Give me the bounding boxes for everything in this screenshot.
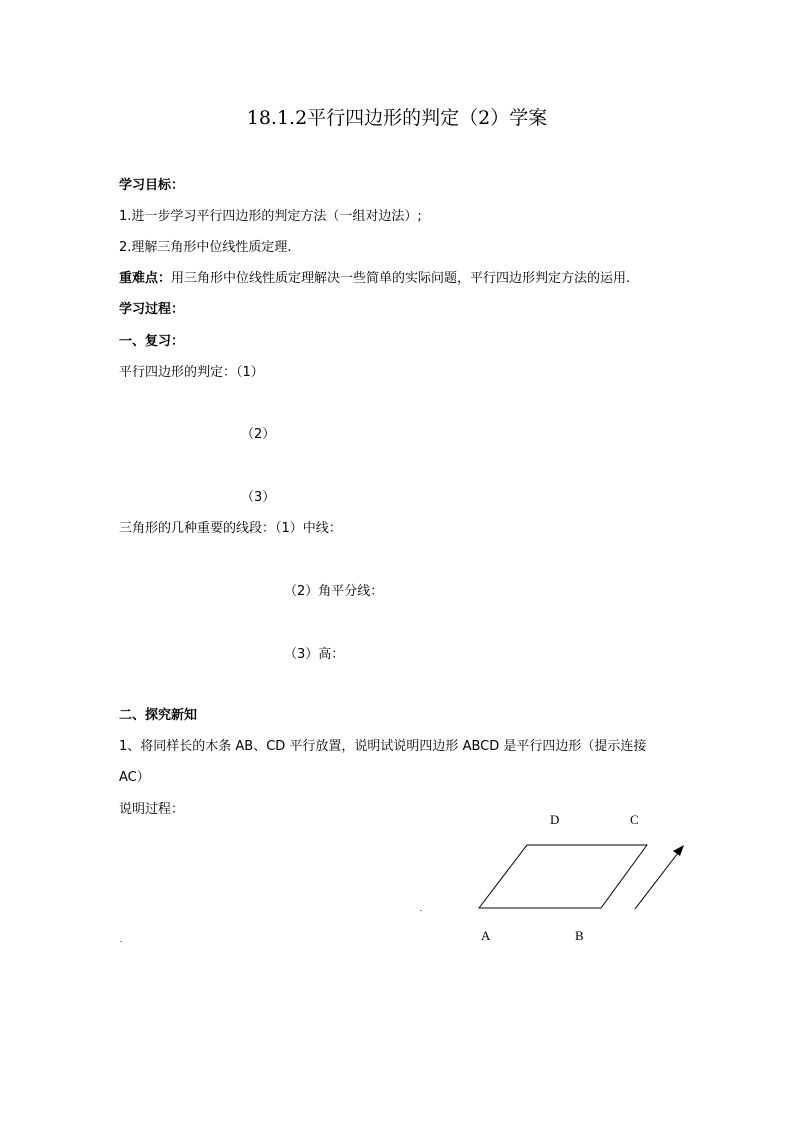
problem-line-2: AC） [119,770,150,785]
direction-arrow-head [673,845,684,856]
difficulty-text: 用三角形中位线性质定理解决一些简单的实际问题，平行四边形判定方法的运用. [171,271,631,286]
review-heading: 一、复习： [119,334,185,349]
vertex-label-b: B [575,928,584,943]
explore-heading: 二、探究新知 [119,708,198,723]
segments-item-2: （2）角平分线： [284,584,384,599]
parallelogram-figure [470,836,690,916]
parallelogram-abcd [479,845,647,908]
scan-speck [120,941,122,942]
objective-item-2: 2.理解三角形中位线性质定理. [119,240,292,255]
objectives-heading: 学习目标： [119,178,185,193]
problem-line-1: 1、将同样长的木条 AB、CD 平行放置，说明试说明四边形 ABCD 是平行四边形（提示连接 [119,739,647,754]
criteria-label: 平行四边形的判定：（1） [119,365,264,380]
objective-item-1: 1.进一步学习平行四边形的判定方法（一组对边法）; [119,209,422,224]
process-heading: 学习过程： [119,302,185,317]
segments-label: 三角形的几种重要的线段：（1）中线： [119,521,342,536]
scan-speck [420,910,422,911]
direction-arrow-shaft [635,849,681,909]
page-title: 18.1.2平行四边形的判定（2）学案 [246,107,548,129]
segments-item-3: （3）高： [284,647,345,662]
explain-label: 说明过程： [119,802,185,817]
difficulty-label: 重难点： [119,271,172,286]
vertex-label-a: A [481,928,491,943]
criteria-item-3: （3） [241,490,276,505]
vertex-label-d: D [550,812,560,827]
vertex-label-c: C [630,812,639,827]
criteria-item-2: （2） [241,427,276,442]
difficulty-line [119,271,630,287]
